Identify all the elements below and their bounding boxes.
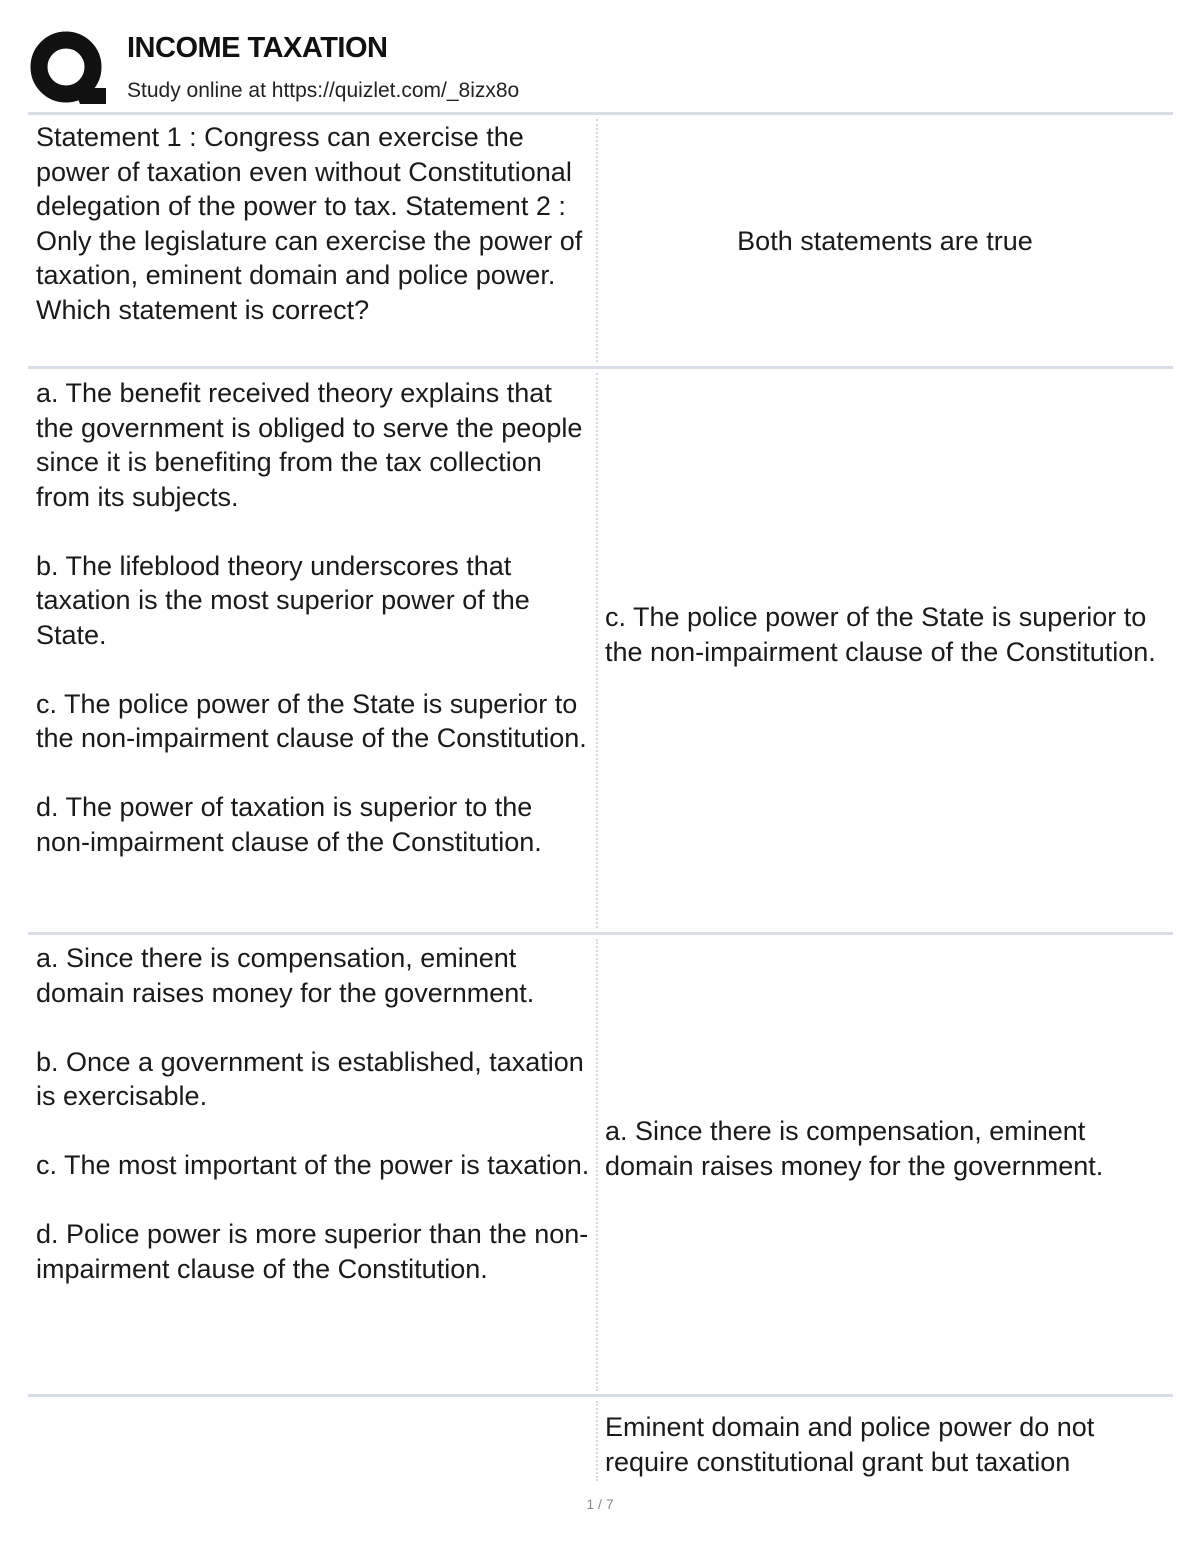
card-1-question: Statement 1 : Congress can exercise the power of taxation even without Constitutional delegation of the power to tax. Statement 2 : Only the legislature can exercise the power of taxation, eminent domain and police power. Which statement is correct? — [36, 122, 583, 325]
divider — [28, 112, 1173, 115]
deck-title: INCOME TAXATION — [127, 32, 388, 64]
divider — [28, 932, 1173, 935]
column-separator — [596, 1401, 598, 1481]
divider — [28, 1394, 1173, 1397]
card-2-question: a. The benefit received theory explains that the government is obliged to serve the people since it is benefiting from the tax collection from its subjects. b. The lifeblood theory underscores that taxation is the most superior power of the State. c. The police power of the State is superior to the non-impairment clause of the Constitution. d. The power of taxation is superior to the non-impairment clause of the Constitution. — [36, 378, 587, 857]
divider — [28, 366, 1173, 369]
page-number: 1 / 7 — [586, 1496, 614, 1512]
card-1-answer: Both statements are true — [737, 226, 1033, 256]
column-separator — [596, 119, 598, 362]
column-separator — [596, 373, 598, 928]
page-header — [28, 28, 1178, 110]
quizlet-q-logo-icon — [30, 30, 108, 108]
study-online-link-text: Study online at https://quizlet.com/_8izx8o — [127, 79, 520, 102]
card-3-answer: a. Since there is compensation, eminent domain raises money for the government. — [605, 1116, 1104, 1181]
card-3-question: a. Since there is compensation, eminent domain raises money for the government. b. Once a government is established, taxation is exercisable. c. The most important of the power is taxation. d. Police power is more superior than the non-impairment clause of the Constitution. — [36, 943, 590, 1284]
card-2-answer: c. The police power of the State is superior to the non-impairment clause of the Constitution. — [605, 602, 1156, 667]
card-4-answer: Eminent domain and police power do not require constitutional grant but taxation — [605, 1412, 1095, 1477]
column-separator — [596, 939, 598, 1391]
